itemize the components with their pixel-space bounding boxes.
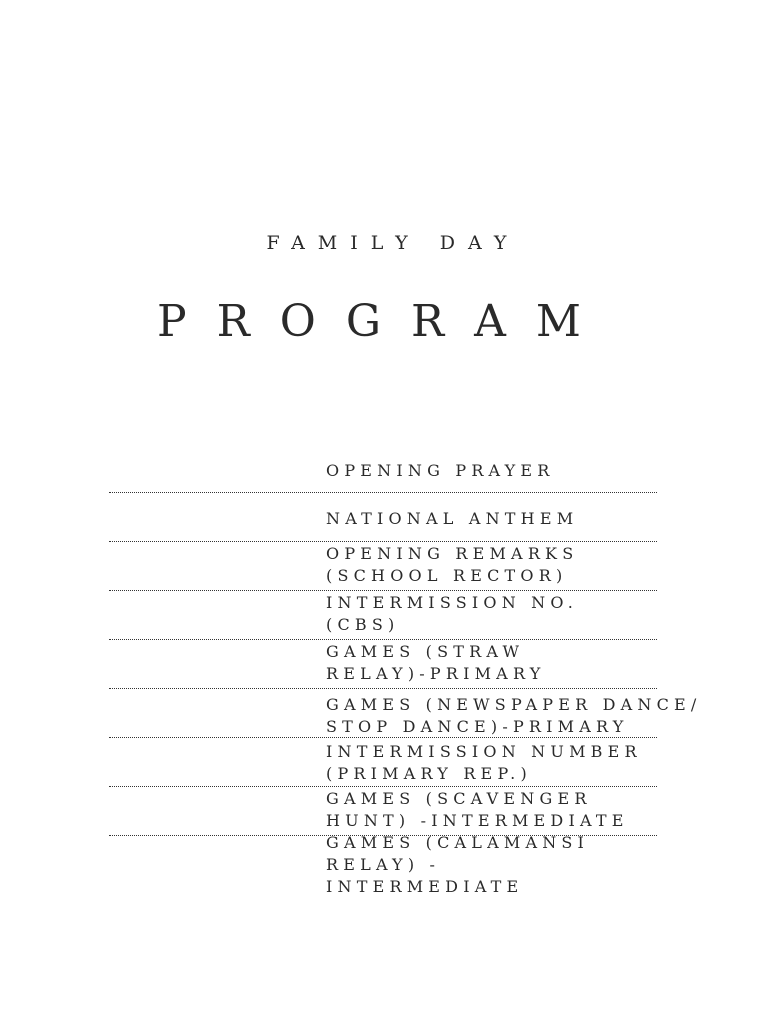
dotted-divider bbox=[109, 786, 657, 787]
program-item bbox=[326, 694, 702, 738]
program-title: PROGRAM bbox=[157, 296, 611, 347]
program-item-line: RELAY)-PRIMARY bbox=[326, 664, 546, 683]
program-item bbox=[326, 592, 578, 636]
dotted-divider bbox=[109, 492, 657, 493]
program-item-line: INTERMISSION NO. bbox=[326, 593, 579, 612]
program-item bbox=[326, 641, 545, 685]
dotted-divider bbox=[109, 541, 657, 542]
program-item-line: OPENING PRAYER bbox=[326, 461, 555, 480]
program-item bbox=[326, 832, 589, 898]
program-item-line: GAMES (STRAW bbox=[326, 642, 525, 661]
program-item-line: STOP DANCE)-PRIMARY bbox=[326, 717, 629, 736]
dotted-divider bbox=[109, 688, 657, 689]
program-item-line: INTERMEDIATE bbox=[326, 877, 524, 896]
program-item-line: GAMES (NEWSPAPER DANCE/ bbox=[326, 695, 702, 714]
program-item-line: NATIONAL ANTHEM bbox=[326, 509, 579, 528]
program-item-line: (PRIMARY REP.) bbox=[326, 764, 532, 783]
program-item-line: GAMES (SCAVENGER bbox=[326, 789, 592, 808]
program-item-line: OPENING REMARKS bbox=[326, 544, 579, 563]
dotted-divider bbox=[109, 590, 657, 591]
program-item-line: RELAY) - bbox=[326, 855, 441, 874]
program-item-line: (SCHOOL RECTOR) bbox=[326, 566, 568, 585]
dotted-divider bbox=[109, 737, 657, 738]
program-item bbox=[326, 741, 642, 785]
program-item-line: HUNT) -INTERMEDIATE bbox=[326, 811, 629, 830]
program-item bbox=[326, 543, 578, 587]
program-item-line: (CBS) bbox=[326, 615, 400, 634]
dotted-divider bbox=[109, 639, 657, 640]
program-item bbox=[326, 788, 629, 832]
program-item bbox=[326, 508, 578, 530]
program-item-line: GAMES (CALAMANSI bbox=[326, 833, 590, 852]
program-item bbox=[326, 460, 555, 482]
program-subtitle: FAMILY DAY bbox=[266, 232, 520, 254]
program-item-line: INTERMISSION NUMBER bbox=[326, 742, 642, 761]
